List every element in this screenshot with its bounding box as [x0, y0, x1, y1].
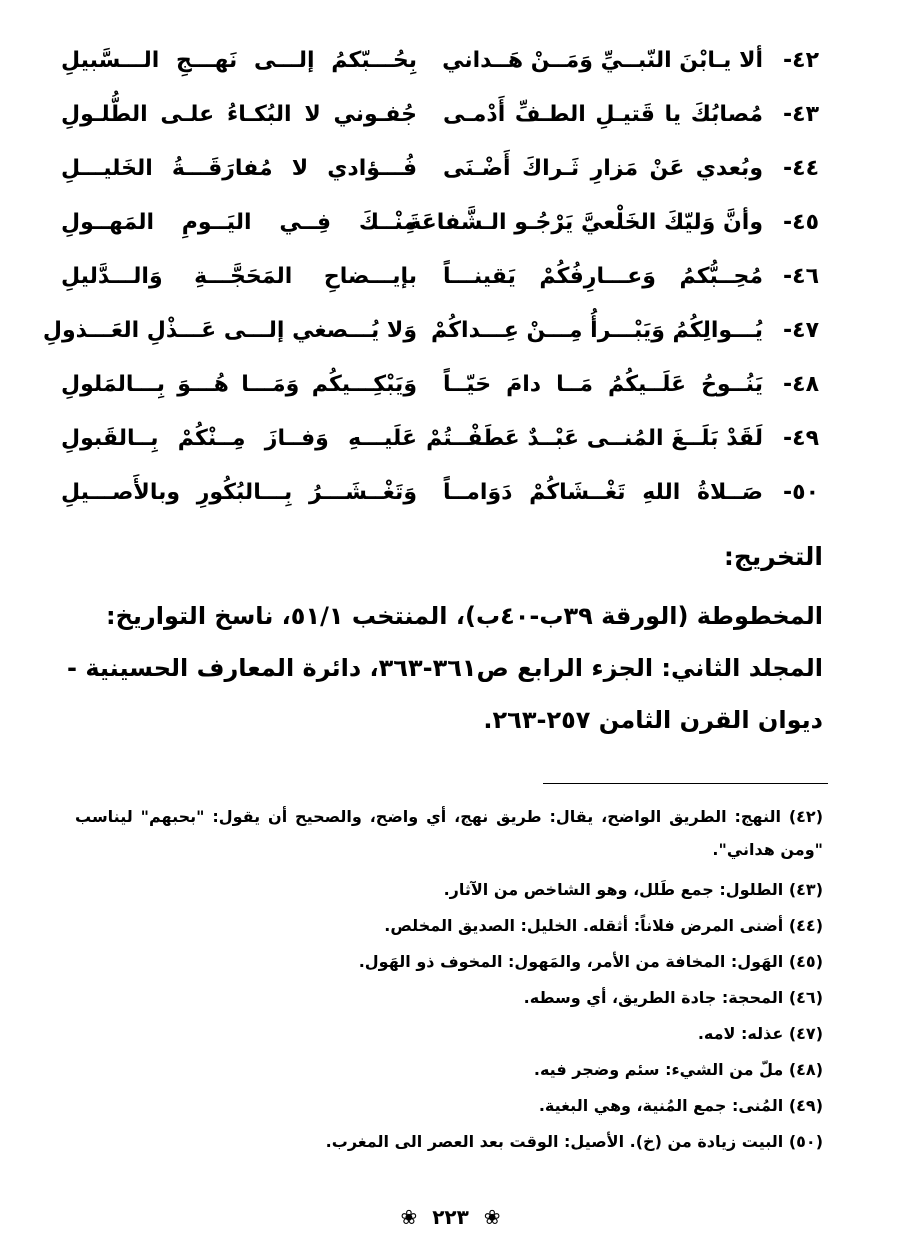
verse-second-hemistich: فُـــؤادي لا مُفارَقَـــةُ الخَليـــلِ	[61, 155, 417, 181]
verse-number: ٤٤-	[783, 155, 819, 181]
verse-first-hemistich: مُصابُكَ يا قَتيـلِ الطـفِّ أَدْمـى	[443, 101, 763, 127]
footnotes	[75, 800, 823, 1160]
page-number: ٢٢٣	[432, 1205, 469, 1229]
poem-verses	[42, 33, 819, 519]
verse-second-hemistich: وَيَبْكِـــيكُم وَمَـــا هُـــوَ بِـــالمَلولِ	[61, 371, 417, 397]
verse-number: ٤٩-	[783, 425, 819, 451]
verse-second-hemistich: وَتَغْــشَـــرُ بِـــالبُكُورِ وبالأَصـــيلِ	[61, 479, 417, 505]
verse-number: ٥٠-	[783, 479, 819, 505]
verse-second-hemistich: وَلا يُـــصغي إلـــى عَـــذْلِ العَـــذولِ	[42, 317, 417, 343]
verse-number: ٤٢-	[783, 47, 819, 73]
takhrij-heading: التخريج:	[723, 542, 823, 571]
footnote: (٥٠) البيت زيادة من (خ). الأصيل: الوقت بعد العصر الى المغرب.	[325, 1132, 823, 1151]
ornament-icon: ❀	[483, 1205, 501, 1229]
verse-first-hemistich: ألا يـابْنَ النّبــيِّ وَمَــنْ هَــداني	[442, 47, 763, 73]
verse-first-hemistich: يَنُــوحُ عَلَــيكُمُ مَــا دامَ حَيّــاً	[443, 371, 763, 397]
verse-first-hemistich: لَقَدْ بَلَــغَ المُنــى عَبْــدٌ عَطَفْــتُمْ	[426, 425, 763, 451]
verse-second-hemistich: عَلَيـــهِ وَفــازَ مِــنْكُمْ بِــالقَبولِ	[61, 425, 417, 451]
verse-first-hemistich: وبُعدي عَنْ مَزارِ ثَـراكَ أَضْـنَى	[443, 155, 763, 181]
verse-first-hemistich: يُـــوالِكُمُ وَيَبْـــرأُ مِـــنْ عِـــداكُمْ	[431, 317, 763, 343]
takhrij-text	[67, 590, 823, 746]
verse-row	[59, 87, 819, 141]
takhrij-line: المجلد الثاني: الجزء الرابع ص٣٦١-٣٦٣، دائرة المعارف الحسينية -	[67, 654, 823, 682]
footnote: (٤٣) الطلول: جمع طَلل، وهو الشاخص من الآثار.	[443, 880, 823, 899]
takhrij-line: المخطوطة (الورقة ٣٩ب-٤٠ب)، المنتخب ٥١/١، ناسخ التواريخ:	[106, 602, 823, 630]
ornament-icon: ❀	[400, 1205, 418, 1229]
verse-row	[59, 141, 819, 195]
footnote: (٤٧) عذله: لامه.	[697, 1024, 823, 1043]
footnote: (٤٥) الهَول: المخافة من الأمر، والمَهول: المخوف ذو الهَول.	[358, 952, 823, 971]
footnote: (٤٩) المُنى: جمع المُنية، وهي البغية.	[538, 1096, 823, 1115]
verse-row	[59, 249, 819, 303]
verse-row	[59, 357, 819, 411]
verse-second-hemistich: بِحُـــبّكمُ إلـــى نَهـــجِ الـــسَّبيلِ	[61, 47, 417, 73]
verse-number: ٤٨-	[783, 371, 819, 397]
verse-second-hemistich: جُفـوني لا البُكـاءُ علـى الطُّلـولِ	[61, 101, 417, 127]
footnote: (٤٢) النهج: الطريق الواضح، يقال: طريق نهج، أي واضح، والصحيح أن يقول: "بحبهم" ليناسب "ومن هداني".	[75, 807, 823, 859]
footnote: (٤٦) المحجة: جادة الطريق، أي وسطه.	[523, 988, 823, 1007]
verse-row	[59, 33, 819, 87]
footnote: (٤٨) ملّ من الشيء: سئم وضجر فيه.	[533, 1060, 823, 1079]
verse-number: ٤٧-	[783, 317, 819, 343]
verse-first-hemistich: مُحِــبُّكمُ وَعـــارِفُكُمْ يَقينـــاً	[443, 263, 763, 289]
footnote: (٤٤) أضنى المرض فلاناً: أثقله. الخليل: الصديق المخلص.	[384, 916, 823, 935]
verse-number: ٤٦-	[783, 263, 819, 289]
verse-number: ٤٥-	[783, 209, 819, 235]
takhrij-line: ديوان القرن الثامن ٢٥٧-٢٦٣.	[483, 706, 823, 734]
verse-row	[42, 303, 819, 357]
verse-row	[59, 465, 819, 519]
verse-second-hemistich: مِنْــكَ فِــي اليَــومِ المَهــولِ	[61, 209, 417, 235]
verse-first-hemistich: صَــلاةُ اللهِ تَغْــشَاكُمْ دَوَامــاً	[443, 479, 763, 505]
verse-second-hemistich: بإيـــضاحِ المَحَجَّـــةِ وَالـــدَّليلِ	[61, 263, 417, 289]
page-number-block	[0, 1205, 901, 1229]
verse-row	[59, 411, 819, 465]
verse-first-hemistich: وأنَّ وَليّكَ الخَلْعيَّ يَرْجُـو الـشَّفاعَةَ	[408, 209, 763, 235]
footnote-separator	[543, 783, 828, 784]
verse-number: ٤٣-	[783, 101, 819, 127]
verse-row	[59, 195, 819, 249]
